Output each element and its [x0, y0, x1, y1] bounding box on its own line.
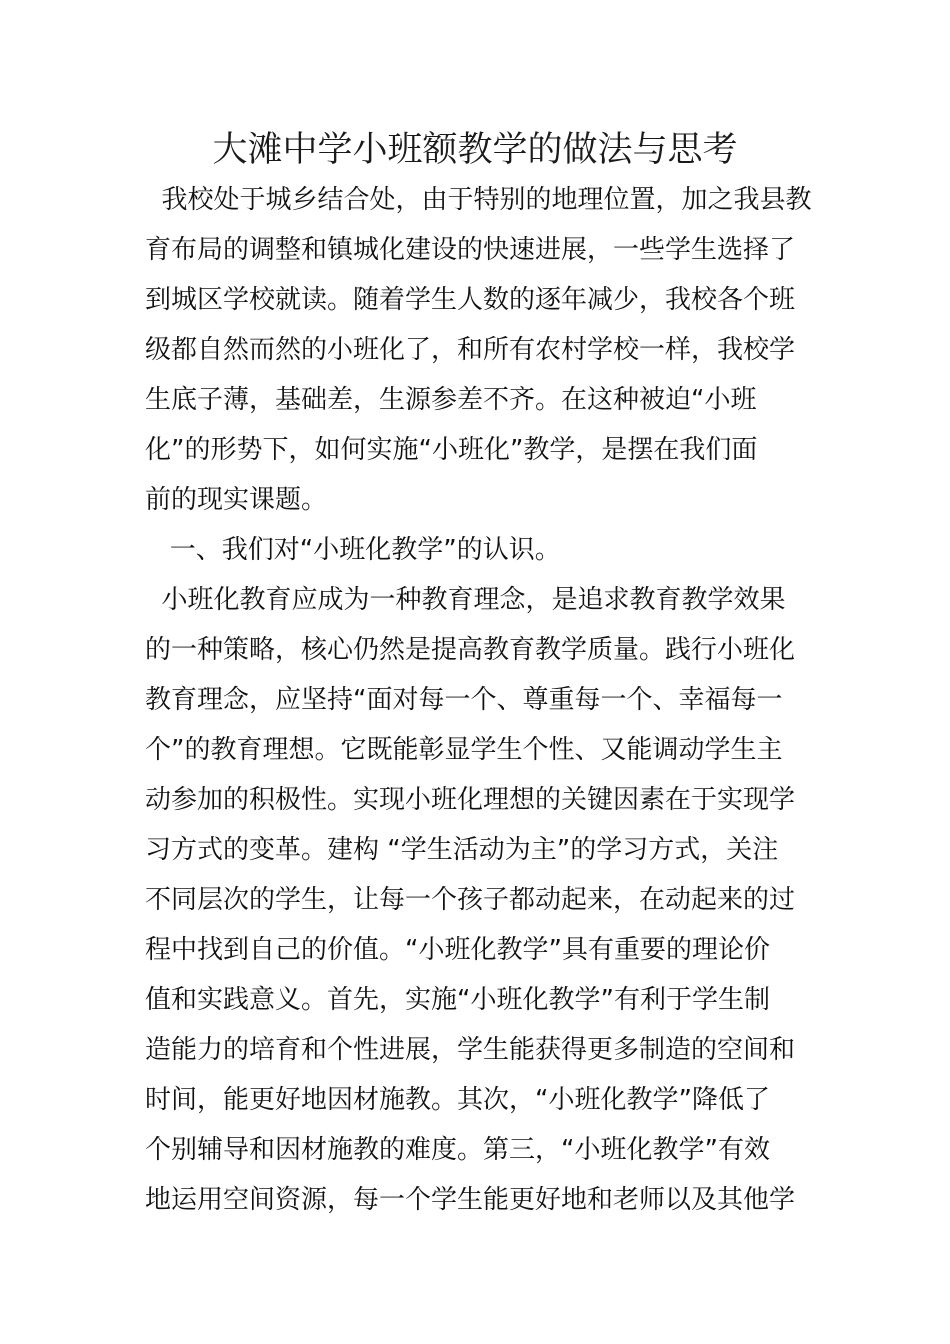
text-line: 动参加的积极性。实现小班化理想的关键因素在于实现学: [145, 785, 796, 815]
text-line: 生底子薄，基础差，生源参差不齐。在这种被迫“小班: [145, 385, 757, 415]
text-line: 时间，能更好地因材施教。其次，“小班化教学”降低了: [145, 1085, 770, 1115]
text-line: 值和实践意义。首先，实施“小班化教学”有利于学生制: [145, 985, 770, 1015]
text-line: 的一种策略，核心仍然是提高教育教学质量。践行小班化: [145, 635, 796, 665]
text-line: 育布局的调整和镇城化建设的快速进展，一些学生选择了: [145, 235, 796, 265]
text-line: 化”的形势下，如何实施“小班化”教学，是摆在我们面: [145, 435, 758, 465]
text-line: 前的现实课题。: [145, 485, 328, 515]
text-line: 教育理念，应坚持“面对每一个、尊重每一个、幸福每一: [145, 685, 783, 715]
text-line: 造能力的培育和个性进展，学生能获得更多制造的空间和: [145, 1035, 796, 1065]
text-line: 级都自然而然的小班化了，和所有农村学校一样，我校学: [145, 335, 796, 365]
section-heading: 一、我们对“小班化教学”的认识。: [145, 535, 561, 565]
text-line: 不同层次的学生，让每一个孩子都动起来，在动起来的过: [145, 885, 796, 915]
document-title: 大滩中学小班额教学的做法与思考: [212, 130, 738, 170]
text-line: 我校处于城乡结合处，由于特别的地理位置，加之我县教: [145, 185, 812, 215]
text-line: 个”的教育理想。它既能彰显学生个性、又能调动学生主: [145, 735, 783, 765]
text-line: 小班化教育应成为一种教育理念，是追求教育教学效果: [145, 585, 786, 615]
text-line: 到城区学校就读。随着学生人数的逐年减少，我校各个班: [145, 285, 796, 315]
text-line: 习方式的变革。建构 “学生活动为主”的学习方式，关注: [145, 835, 779, 865]
text-line: 个别辅导和因材施教的难度。第三，“小班化教学”有效: [145, 1135, 770, 1165]
text-line: 程中找到自己的价值。“小班化教学”具有重要的理论价: [145, 935, 770, 965]
text-line: 地运用空间资源，每一个学生能更好地和老师以及其他学: [145, 1185, 796, 1215]
